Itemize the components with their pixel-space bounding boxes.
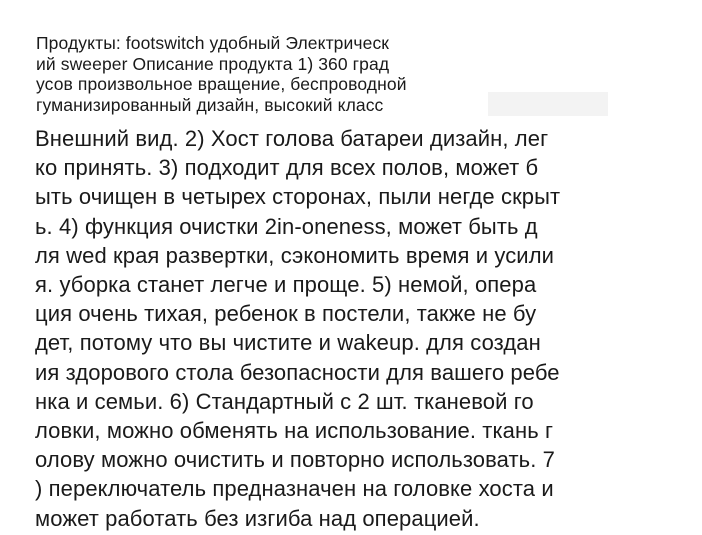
product-intro-paragraph xyxy=(36,33,506,115)
intro-line: гуманизированный дизайн, высокий класс xyxy=(36,94,384,115)
body-line: может работать без изгиба над операцией. xyxy=(35,505,480,531)
body-line: я. уборка станет легче и проще. 5) немой, опера xyxy=(35,272,537,298)
intro-line: Продукты: footswitch удобный Электрическ xyxy=(36,33,390,53)
body-line: ция очень тихая, ребенок в постели, также не бу xyxy=(35,301,537,327)
body-line: ия здорового стола безопасности для вашего ребе xyxy=(35,359,560,385)
body-line: дет, потому что вы чистите и wakeup. для создан xyxy=(35,330,541,356)
body-line: ловки, можно обменять на использование. ткань г xyxy=(35,418,554,444)
intro-line: ий sweeper Описание продукта 1) 360 град xyxy=(36,53,390,74)
body-line: олову можно очистить и повторно использовать. 7 xyxy=(35,447,556,473)
product-description-paragraph xyxy=(35,124,645,533)
body-line: ля wed края развертки, сэкономить время и усили xyxy=(35,242,555,268)
body-line: ь. 4) функция очистки 2in-oneness, может быть д xyxy=(35,213,538,239)
body-line: ко принять. 3) подходит для всех полов, может б xyxy=(35,155,539,181)
body-line: ) переключатель предназначен на головке хоста и xyxy=(35,476,554,502)
body-line: нка и семьи. 6) Стандартный с 2 шт. тканевой го xyxy=(35,388,534,414)
body-line: ыть очищен в четырех сторонах, пыли негде скрыт xyxy=(35,184,561,210)
background-smudge xyxy=(488,92,608,116)
body-line: Внешний вид. 2) Хост голова батареи дизайн, лег xyxy=(35,126,549,151)
intro-line: усов произвольное вращение, беспроводной xyxy=(36,74,407,94)
